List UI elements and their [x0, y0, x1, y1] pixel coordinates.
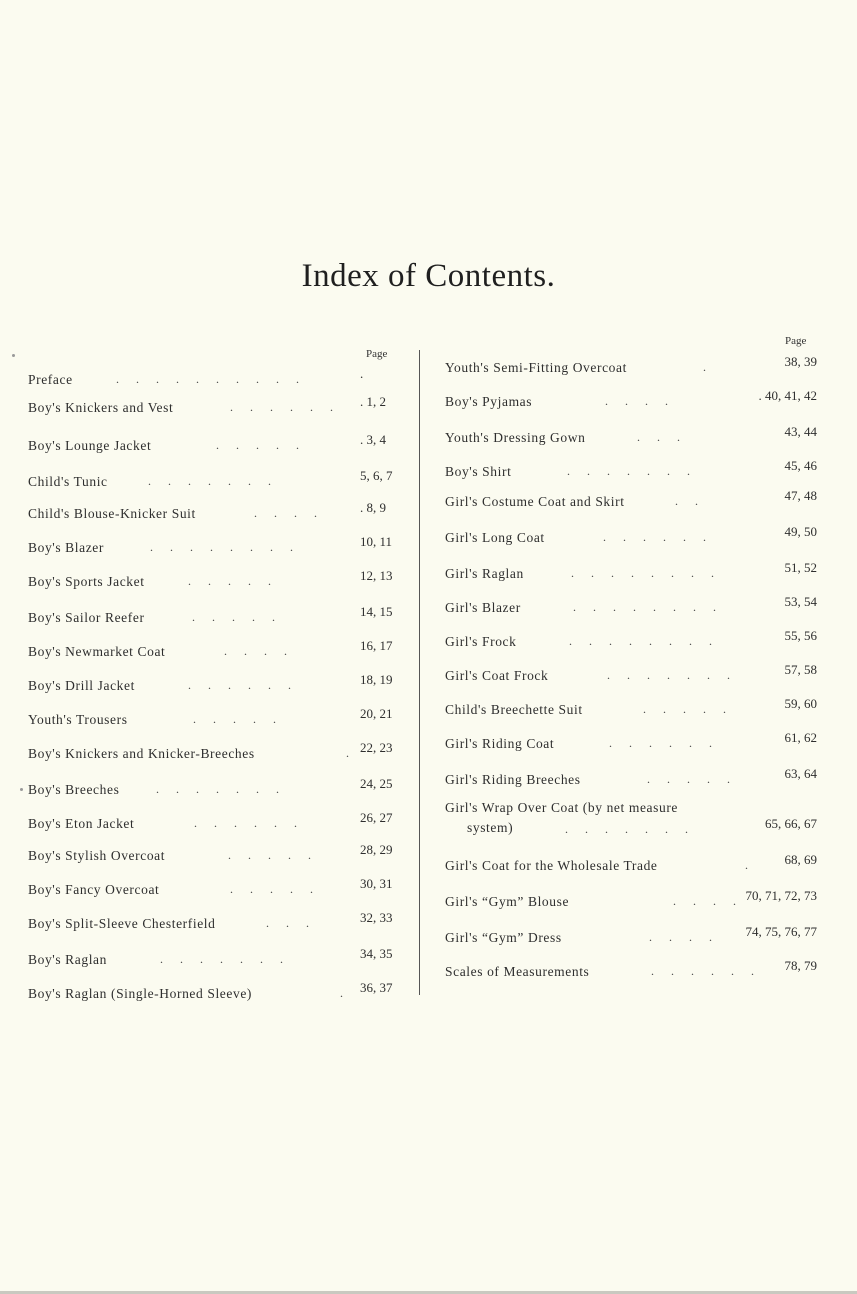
column-divider: [419, 350, 420, 995]
toc-leader-dots: . . . . .: [230, 882, 320, 896]
toc-entry: [28, 534, 413, 562]
toc-page-numbers: 74, 75, 76, 77: [745, 924, 817, 939]
toc-page-numbers: 36, 37: [360, 980, 393, 995]
toc-entry: [445, 766, 835, 794]
toc-entry: [28, 946, 413, 974]
toc-entry-title: Boy's Breeches: [28, 782, 120, 797]
toc-entry: [28, 394, 413, 422]
toc-entry-title: Boy's Knickers and Vest: [28, 400, 174, 415]
toc-entry: [28, 876, 413, 904]
toc-entry-title: Boy's Raglan: [28, 952, 108, 967]
toc-leader-dots: . . . .: [649, 930, 719, 944]
toc-entry: [445, 458, 835, 486]
toc-entry: [445, 354, 835, 382]
toc-leader-dots: . . . . . . .: [160, 952, 290, 966]
toc-leader-dots: . . . . . . .: [567, 464, 697, 478]
toc-page-numbers: 45, 46: [784, 458, 817, 473]
toc-entry-title: Boy's Raglan (Single-Horned Sleeve): [28, 986, 253, 1001]
toc-entry: [445, 852, 835, 880]
toc-entry: [28, 980, 413, 1008]
toc-entry: [28, 706, 413, 734]
toc-leader-dots: . . . .: [673, 894, 743, 908]
toc-entry: [445, 388, 835, 416]
toc-page-numbers: 22, 23: [360, 740, 393, 755]
toc-entry-title: Youth's Dressing Gown: [445, 430, 586, 445]
toc-page-numbers: 63, 64: [784, 766, 817, 781]
toc-page-numbers: 32, 33: [360, 910, 393, 925]
toc-page-numbers: 47, 48: [784, 488, 817, 503]
toc-leader-dots: .: [703, 360, 713, 374]
toc-page-numbers: 55, 56: [784, 628, 817, 643]
toc-entry: [28, 432, 413, 460]
toc-entry-title: Girl's Blazer: [445, 600, 521, 615]
toc-page-numbers: . 40, 41, 42: [758, 388, 817, 403]
toc-leader-dots: . . . . . .: [651, 964, 761, 978]
toc-entry-title: Girl's Raglan: [445, 566, 524, 581]
toc-page-numbers: 49, 50: [784, 524, 817, 539]
toc-leader-dots: . . . . .: [188, 574, 278, 588]
toc-entry: [28, 366, 413, 394]
toc-entry: [28, 672, 413, 700]
toc-page-numbers: 28, 29: [360, 842, 393, 857]
toc-entry: [28, 842, 413, 870]
toc-leader-dots: . . . . . . .: [607, 668, 737, 682]
toc-entry-title: Youth's Semi-Fitting Overcoat: [445, 360, 627, 375]
page-column-header: Page: [366, 348, 388, 360]
toc-entry: [445, 424, 835, 452]
toc-entry-title: Girl's Costume Coat and Skirt: [445, 494, 625, 509]
toc-entry-title: Girl's Frock: [445, 634, 517, 649]
toc-entry-title: Boy's Knickers and Knicker-Breeches: [28, 746, 255, 761]
toc-leader-dots: . . . . .: [193, 712, 283, 726]
toc-page-numbers: 16, 17: [360, 638, 393, 653]
toc-entry: [28, 568, 413, 596]
toc-entry: [28, 468, 413, 496]
toc-leader-dots: . . . . .: [228, 848, 318, 862]
toc-entry: [445, 696, 835, 724]
toc-page-numbers: 14, 15: [360, 604, 393, 619]
toc-leader-dots: . . .: [637, 430, 687, 444]
toc-leader-dots: . . . . .: [216, 438, 306, 452]
toc-leader-dots: . . . . . . . .: [150, 540, 300, 554]
toc-leader-dots: .: [340, 986, 350, 1000]
toc-page-numbers: 51, 52: [784, 560, 817, 575]
toc-leader-dots: . . . . .: [647, 772, 737, 786]
toc-leader-dots: . . . .: [224, 644, 294, 658]
page-column-header: Page: [785, 335, 807, 347]
toc-entry-title: Girl's Long Coat: [445, 530, 545, 545]
toc-entry-title: Girl's “Gym” Dress: [445, 930, 562, 945]
toc-entry-title-continuation: system): [467, 820, 514, 835]
toc-entry-title: Girl's “Gym” Blouse: [445, 894, 570, 909]
toc-entry-title: Youth's Trousers: [28, 712, 128, 727]
toc-entry: [445, 628, 835, 656]
toc-page-numbers: 61, 62: [784, 730, 817, 745]
toc-entry: [445, 524, 835, 552]
toc-entry: [445, 488, 835, 516]
toc-leader-dots: .: [346, 746, 356, 760]
toc-entry: [28, 604, 413, 632]
toc-page-numbers: 10, 11: [360, 534, 393, 549]
toc-page-numbers: 78, 79: [784, 958, 817, 973]
toc-leader-dots: . .: [675, 494, 705, 508]
toc-entry: [445, 560, 835, 588]
toc-entry-title: Child's Blouse-Knicker Suit: [28, 506, 196, 521]
toc-entry: [28, 740, 413, 768]
toc-entry-title: Boy's Blazer: [28, 540, 104, 555]
toc-page-numbers: 5, 6, 7: [360, 468, 393, 483]
toc-leader-dots: . . .: [266, 916, 316, 930]
toc-page-numbers: . 8, 9: [360, 500, 386, 515]
toc-entry: [28, 638, 413, 666]
toc-entry: [28, 776, 413, 804]
toc-entry-title: Girl's Riding Breeches: [445, 772, 581, 787]
toc-leader-dots: . . . . . . .: [148, 474, 278, 488]
toc-entry-title: Boy's Newmarket Coat: [28, 644, 166, 659]
toc-page-numbers: 57, 58: [784, 662, 817, 677]
toc-page-numbers: 24, 25: [360, 776, 393, 791]
toc-page-numbers: 70, 71, 72, 73: [745, 888, 817, 903]
toc-leader-dots: . . . . . . . .: [571, 566, 721, 580]
toc-page-numbers: . 3, 4: [360, 432, 386, 447]
toc-entry-title: Child's Tunic: [28, 474, 108, 489]
toc-leader-dots: . . . . . .: [188, 678, 298, 692]
toc-leader-dots: .: [745, 858, 755, 872]
toc-entry-title: Scales of Measurements: [445, 964, 590, 979]
toc-leader-dots: . . . . . .: [603, 530, 713, 544]
toc-entry-title: Boy's Pyjamas: [445, 394, 533, 409]
toc-leader-dots: . . . . . .: [609, 736, 719, 750]
toc-entry-title: Boy's Eton Jacket: [28, 816, 135, 831]
toc-leader-dots: . . . . . . . .: [569, 634, 719, 648]
toc-page-numbers: .: [360, 366, 364, 381]
toc-entry-title: Boy's Sailor Reefer: [28, 610, 145, 625]
toc-entry: [445, 594, 835, 622]
toc-entry: [28, 810, 413, 838]
toc-entry-title: Boy's Sports Jacket: [28, 574, 145, 589]
page-title: Index of Contents.: [301, 258, 556, 294]
toc-entry: [445, 924, 835, 952]
toc-page-numbers: 18, 19: [360, 672, 393, 687]
toc-leader-dots: . . . . . .: [230, 400, 340, 414]
toc-entry: [28, 500, 413, 528]
toc-leader-dots: . . . . . . .: [565, 822, 695, 836]
toc-entry-title: Girl's Wrap Over Coat (by net measure: [445, 800, 679, 815]
toc-entry-title: Boy's Split-Sleeve Chesterfield: [28, 916, 216, 931]
toc-entry: [445, 662, 835, 690]
toc-page-numbers: 34, 35: [360, 946, 393, 961]
toc-entry-title: Boy's Shirt: [445, 464, 512, 479]
paper-speck: [12, 354, 15, 357]
toc-leader-dots: . . . . . . .: [156, 782, 286, 796]
toc-entry-title: Boy's Drill Jacket: [28, 678, 135, 693]
toc-leader-dots: . . . .: [254, 506, 324, 520]
toc-entry-title: Girl's Coat Frock: [445, 668, 549, 683]
toc-page-numbers: 26, 27: [360, 810, 393, 825]
toc-leader-dots: . . . . .: [643, 702, 733, 716]
toc-page-numbers: 65, 66, 67: [765, 816, 817, 831]
toc-entry: [28, 910, 413, 938]
toc-entry: [445, 958, 835, 986]
toc-page-numbers: 30, 31: [360, 876, 393, 891]
toc-leader-dots: . . . .: [605, 394, 675, 408]
toc-page-numbers: 20, 21: [360, 706, 393, 721]
toc-entry-title: Preface: [28, 372, 73, 387]
toc-entry-title: Boy's Fancy Overcoat: [28, 882, 160, 897]
toc-entry: [445, 800, 835, 836]
toc-page-numbers: 59, 60: [784, 696, 817, 711]
toc-entry-title: Boy's Lounge Jacket: [28, 438, 152, 453]
toc-page-numbers: 53, 54: [784, 594, 817, 609]
toc-entry-title: Boy's Stylish Overcoat: [28, 848, 166, 863]
toc-entry: [445, 730, 835, 758]
toc-leader-dots: . . . . .: [192, 610, 282, 624]
toc-entry: [445, 888, 835, 916]
toc-entry-title: Girl's Riding Coat: [445, 736, 555, 751]
toc-page-numbers: 38, 39: [784, 354, 817, 369]
toc-page-numbers: 43, 44: [784, 424, 817, 439]
toc-page-numbers: 12, 13: [360, 568, 393, 583]
toc-leader-dots: . . . . . . . . . .: [116, 372, 306, 386]
toc-entry-title: Girl's Coat for the Wholesale Trade: [445, 858, 658, 873]
toc-page-numbers: 68, 69: [784, 852, 817, 867]
paper-speck: [20, 788, 23, 791]
toc-entry-title: Child's Breechette Suit: [445, 702, 583, 717]
toc-leader-dots: . . . . . . . .: [573, 600, 723, 614]
toc-page-numbers: . 1, 2: [360, 394, 386, 409]
toc-leader-dots: . . . . . .: [194, 816, 304, 830]
